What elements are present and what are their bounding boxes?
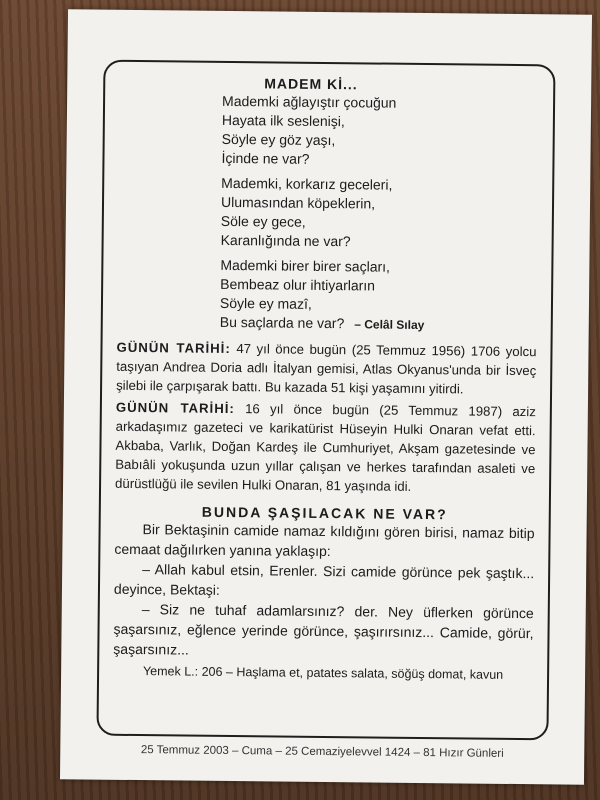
history-text: 47 yıl önce bugün (25 Temmuz 1956) 1706 yolcu taşıyan Andrea Doria adlı İtalyan gemisi, Atlas Okyanus'unda bir İsveç şilebi ile çarpışarak battı. Bu kazada 51 kişi yaşamını yitirdi.	[116, 341, 537, 397]
poem-line: Mademki birer birer saçları,	[220, 256, 391, 275]
poem-line: İçinde ne var?	[221, 149, 310, 167]
poem-line: Mademki ağlayıştır çocuğun	[222, 92, 397, 111]
story-paragraph: Bir Bektaşinin camide namaz kıldığını gören birisi, namaz bitip cemaat dağılırken yanına yaklaşıp:	[114, 521, 535, 560]
story-title: BUNDA ŞAŞILACAK NE VAR?	[201, 503, 448, 523]
history-entry	[116, 338, 537, 399]
poem-line: Karanlığında ne var?	[220, 231, 351, 250]
history-heading: GÜNÜN TARİHİ:	[115, 399, 235, 417]
poem-line: Bembeaz olur ihtiyarların	[220, 275, 376, 294]
poem-author: – Celâl Sılay	[354, 317, 425, 333]
poem-stanza	[221, 92, 539, 171]
poem-line: Söyle ey mazî,	[219, 294, 312, 312]
poem-last-line: Bu saçlarda ne var?	[219, 313, 345, 332]
poem-title: MADEM Kİ...	[264, 75, 358, 93]
poem-stanza	[220, 256, 538, 336]
poem-line: Mademki, korkarız geceleri,	[221, 174, 393, 193]
history-text: 16 yıl önce bugün (25 Temmuz 1987) aziz arkadaşımız gazeteci ve karikatürist Hüseyin Hulki Onaran vefat etti. Akbaba, Varlık, Doğan Kardeş ile Cumhuriyet, Akşam gazetesinde ve Babıâli yokuşunda uzun yıllar çalışan ve herkes tarafından asaleti ve dürüstlüğü ile sevilen Hulki Onaran, 81 yaşında idi.	[115, 401, 536, 494]
poem-line: Ulumasından köpeklerin,	[220, 193, 376, 212]
history-heading: GÜNÜN TARİHİ:	[116, 339, 231, 356]
story-paragraph: – Allah kabul etsin, Erenler. Sizi camide görünce pek şaştık... deyince, Bektaşi:	[113, 561, 535, 598]
story-paragraph: – Siz ne tuhaf adamlarsınız? der. Ney üflerken görünce şaşarsınız, eğlence yerinde görünce, şaşırırsınız... Camide, görür, şaşarsınız...	[113, 601, 534, 658]
footer-date: 25 Temmuz 2003 – Cuma – 25 Cemaziyelevvel 1424 – 81 Hızır Günleri	[140, 744, 504, 760]
content	[113, 74, 539, 684]
poem-line	[220, 313, 537, 336]
history-entry	[115, 398, 536, 497]
calendar-leaf	[60, 9, 592, 784]
content-frame	[96, 60, 555, 741]
poem-line: Söle ey gece,	[220, 212, 306, 230]
poem-stanza	[221, 174, 539, 253]
meal-menu: Yemek L.: 206 – Haşlama et, patates salata, söğüş domat, kavun	[142, 664, 504, 682]
story	[113, 519, 534, 663]
poem-line: Hayata ilk seslenişi,	[221, 111, 345, 130]
poem-line: Söyle ey göz yaşı,	[221, 130, 336, 149]
